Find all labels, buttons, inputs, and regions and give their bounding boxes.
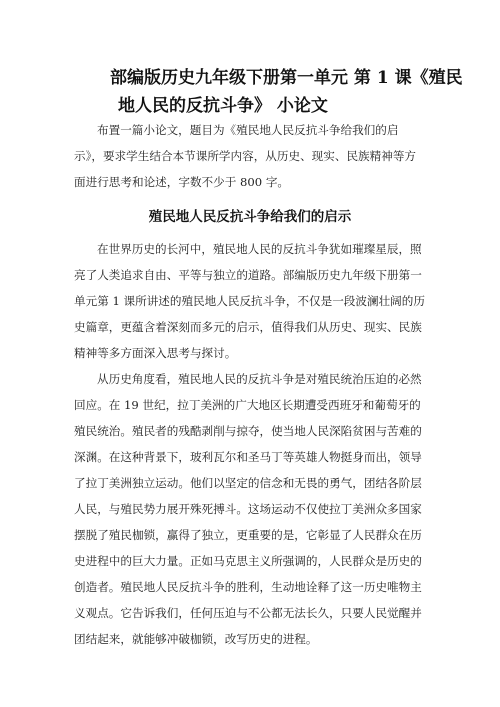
paragraph-line: 义观点。它告诉我们，任何压迫与不公都无法长久，只要人民觉醒并 <box>74 606 422 620</box>
assignment-instruction <box>74 117 434 195</box>
title-line: 部编版历史九年级下册第一单元 第 1 课《殖民 <box>110 68 463 88</box>
paragraph-line: 单元第 1 课所讲述的殖民地人民反抗斗争，不仅是一段波澜壮阔的历 <box>74 294 425 308</box>
paragraph-line: 在世界历史的长河中，殖民地人民的反抗斗争犹如璀璨星辰，照 <box>97 242 422 256</box>
essay-title: 殖民地人民反抗斗争给我们的启示 <box>148 209 352 225</box>
instruction-line: 面进行思考和论述，字数不少于 800 字。 <box>74 175 290 189</box>
paragraph-line: 人民，与殖民势力展开殊死搏斗。这场运动不仅使拉丁美洲众多国家 <box>74 502 422 516</box>
document-title <box>96 64 463 120</box>
paragraph-line: 史篇章，更蕴含着深刻而多元的启示，值得我们从历史、现实、民族 <box>74 320 422 334</box>
paragraph-line: 史进程中的巨大力量。正如马克思主义所强调的，人民群众是历史的 <box>74 554 422 568</box>
instruction-line: 示》，要求学生结合本节课所学内容，从历史、现实、民族精神等方 <box>74 149 417 163</box>
essay-paragraph <box>74 366 434 652</box>
paragraph-line: 摆脱了殖民枷锁，赢得了独立，更重要的是，它彰显了人民群众在历 <box>74 528 422 542</box>
paragraph-line: 创造者。殖民地人民反抗斗争的胜利，生动地诠释了这一历史唯物主 <box>74 580 422 594</box>
paragraph-line: 精神等多方面深入思考与探讨。 <box>74 346 237 360</box>
paragraph-line: 从历史角度看，殖民地人民的反抗斗争是对殖民统治压迫的必然 <box>97 372 422 386</box>
paragraph-line: 回应。在 19 世纪，拉丁美洲的广大地区长期遭受西班牙和葡萄牙的 <box>74 398 421 412</box>
paragraph-line: 团结起来，就能够冲破枷锁，改写历史的进程。 <box>74 632 318 646</box>
paragraph-line: 深渊。在这种背景下，玻利瓦尔和圣马丁等英雄人物挺身而出，领导 <box>74 450 422 464</box>
paragraph-line: 了拉丁美洲独立运动。他们以坚定的信念和无畏的勇气，团结各阶层 <box>74 476 422 490</box>
essay-paragraph <box>74 236 434 366</box>
paragraph-line: 亮了人类追求自由、平等与独立的道路。部编版历史九年级下册第一 <box>74 268 422 282</box>
title-line: 地人民的反抗斗争》 小论文 <box>118 96 328 116</box>
paragraph-line: 殖民统治。殖民者的残酷剥削与掠夺，使当地人民深陷贫困与苦难的 <box>74 424 422 438</box>
instruction-line: 布置一篇小论文，题目为《殖民地人民反抗斗争给我们的启 <box>97 123 399 137</box>
